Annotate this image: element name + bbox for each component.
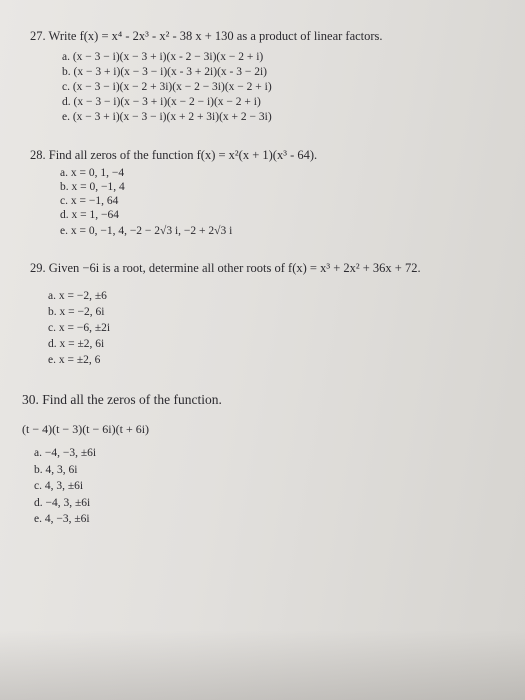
question-27-choice-e[interactable]: e. (x − 3 + i)(x − 3 − i)(x + 2 + 3i)(x + 2 − 3i)	[62, 111, 272, 123]
question-29-choices	[48, 288, 421, 368]
question-28	[30, 147, 317, 238]
question-30-choice-e[interactable]: e. 4, −3, ±6i	[34, 513, 90, 525]
question-28-choice-e[interactable]: e. x = 0, −1, 4, −2 − 2√3 i, −2 + 2√3 i	[60, 225, 233, 237]
question-27-choice-b[interactable]: b. (x − 3 + i)(x − 3 − i)(x - 3 + 2i)(x - 3 − 2i)	[62, 66, 267, 78]
page-shadow	[0, 630, 525, 700]
question-29-choice-d[interactable]: d. x = ±2, 6i	[48, 338, 105, 350]
question-30-choice-c[interactable]: c. 4, 3, ±6i	[34, 480, 84, 492]
question-29-stem: 29. Given −6i is a root, determine all other roots of f(x) = x³ + 2x² + 36x + 72.	[30, 261, 421, 275]
question-29	[30, 260, 421, 368]
question-30-choice-a[interactable]: a. −4, −3, ±6i	[34, 447, 97, 459]
question-30-choices	[34, 445, 222, 528]
question-28-choices	[60, 166, 317, 238]
question-27-choice-d[interactable]: d. (x − 3 − i)(x − 3 + i)(x − 2 − i)(x − 2 + i)	[62, 96, 261, 108]
question-29-choice-a[interactable]: a. x = −2, ±6	[48, 290, 107, 302]
question-27-stem: 27. Write f(x) = x⁴ - 2x³ - x² - 38 x + 130 as a product of linear factors.	[30, 29, 383, 43]
question-27-choice-a[interactable]: a. (x − 3 − i)(x − 3 + i)(x - 2 − 3i)(x − 2 + i)	[62, 51, 264, 63]
question-27-choices	[62, 50, 383, 125]
question-30-choice-b[interactable]: b. 4, 3, 6i	[34, 463, 78, 476]
question-28-choice-c[interactable]: c. x = −1, 64	[60, 195, 119, 207]
question-28-choice-d[interactable]: d. x = 1, −64	[60, 209, 119, 221]
question-27-choice-c[interactable]: c. (x − 3 − i)(x − 2 + 3i)(x − 2 − 3i)(x − 2 + i)	[62, 81, 272, 93]
question-29-choice-e[interactable]: e. x = ±2, 6	[48, 354, 101, 366]
question-30-choice-d[interactable]: d. −4, 3, ±6i	[34, 496, 91, 509]
question-29-choice-b[interactable]: b. x = −2, 6i	[48, 306, 105, 318]
question-28-choice-b[interactable]: b. x = 0, −1, 4	[60, 181, 125, 193]
question-30	[22, 392, 222, 528]
question-30-stem: 30. Find all the zeros of the function.	[22, 392, 222, 407]
question-30-function: (t − 4)(t − 3)(t − 6i)(t + 6i)	[22, 422, 150, 436]
question-28-choice-a[interactable]: a. x = 0, 1, −4	[60, 167, 125, 179]
question-29-choice-c[interactable]: c. x = −6, ±2i	[48, 322, 111, 334]
question-27	[30, 28, 383, 125]
question-28-stem: 28. Find all zeros of the function f(x) = x²(x + 1)(x³ - 64).	[30, 148, 318, 162]
